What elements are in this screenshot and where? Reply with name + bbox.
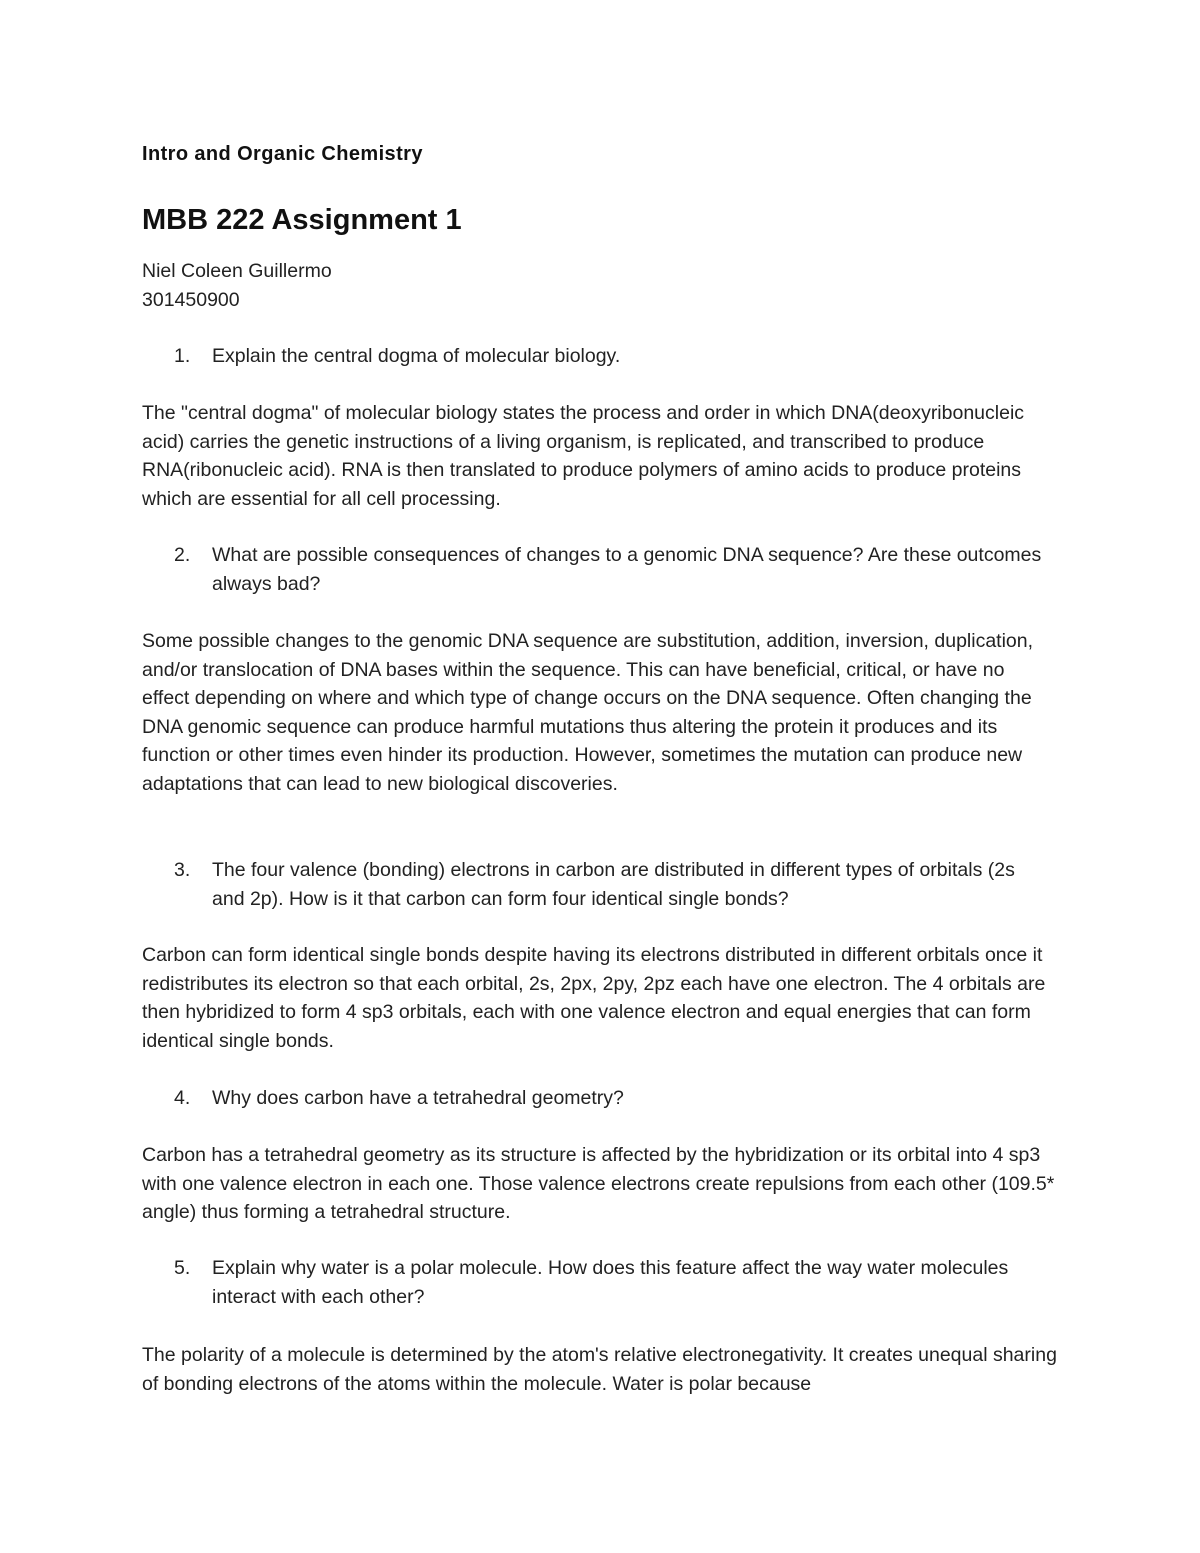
document-subject: Intro and Organic Chemistry bbox=[142, 143, 423, 165]
question-text: Explain the central dogma of molecular biology. bbox=[212, 345, 621, 367]
answer-text: Carbon can form identical single bonds despite having its electrons distributed in different orbitals once it redistributes its electron so that each orbital, 2s, 2px, 2py, 2pz each have one electron. The 4 orbitals are then hybridized to form 4 sp3 orbitals, each with one valence electron and equal energies that can form identical single bonds. bbox=[142, 944, 1046, 1052]
question-number: 4. bbox=[174, 1087, 191, 1109]
answer-text: Some possible changes to the genomic DNA sequence are substitution, addition, inversion, duplication, and/or translocation of DNA bases within the sequence. This can have beneficial, critical, or have no effect depending on where and which type of change occurs on the DNA sequence. Often changing the DNA genomic sequence can produce harmful mutations thus altering the protein it produces and its function or other times even hinder its production. However, sometimes the mutation can produce new adaptations that can lead to new biological discoveries. bbox=[142, 630, 1034, 795]
question-number: 3. bbox=[174, 859, 191, 881]
document-title: MBB 222 Assignment 1 bbox=[142, 204, 462, 236]
question-number: 1. bbox=[174, 345, 191, 367]
answer-5 bbox=[142, 1341, 1057, 1398]
question-number: 2. bbox=[174, 544, 191, 566]
answer-text: The "central dogma" of molecular biology states the process and order in which DNA(deoxyribonucleic acid) carries the genetic instructions of a living organism, is replicated, and transcribed to produce RNA(ribonucleic acid). RNA is then translated to produce polymers of amino acids to produce proteins which are essential for all cell processing. bbox=[142, 402, 1025, 510]
question-3 bbox=[142, 856, 1042, 914]
question-text: The four valence (bonding) electrons in carbon are distributed in different types of orbitals (2s and 2p). How is it that carbon can form four identical single bonds? bbox=[212, 859, 1015, 910]
question-4 bbox=[142, 1084, 1042, 1113]
answer-3 bbox=[142, 941, 1057, 1055]
answer-text: The polarity of a molecule is determined by the atom's relative electronegativity. It creates unequal sharing of bonding electrons of the atoms within the molecule. Water is polar because bbox=[142, 1344, 1057, 1395]
answer-4 bbox=[142, 1141, 1057, 1227]
answer-1 bbox=[142, 399, 1057, 513]
question-text: Why does carbon have a tetrahedral geometry? bbox=[212, 1087, 624, 1109]
answer-text: Carbon has a tetrahedral geometry as its structure is affected by the hybridization or its orbital into 4 sp3 with one valence electron in each one. Those valence electrons create repulsions from each other (109.5* angle) thus forming a tetrahedral structure. bbox=[142, 1144, 1055, 1224]
question-number: 5. bbox=[174, 1257, 191, 1279]
student-id: 301450900 bbox=[142, 289, 240, 311]
answer-2 bbox=[142, 627, 1057, 799]
question-5 bbox=[142, 1254, 1042, 1312]
question-text: Explain why water is a polar molecule. How does this feature affect the way water molecules interact with each other? bbox=[212, 1257, 1009, 1308]
author-name: Niel Coleen Guillermo bbox=[142, 260, 332, 282]
question-1 bbox=[142, 342, 1042, 371]
question-2 bbox=[142, 541, 1042, 599]
question-text: What are possible consequences of changes to a genomic DNA sequence? Are these outcomes always bad? bbox=[212, 544, 1042, 595]
